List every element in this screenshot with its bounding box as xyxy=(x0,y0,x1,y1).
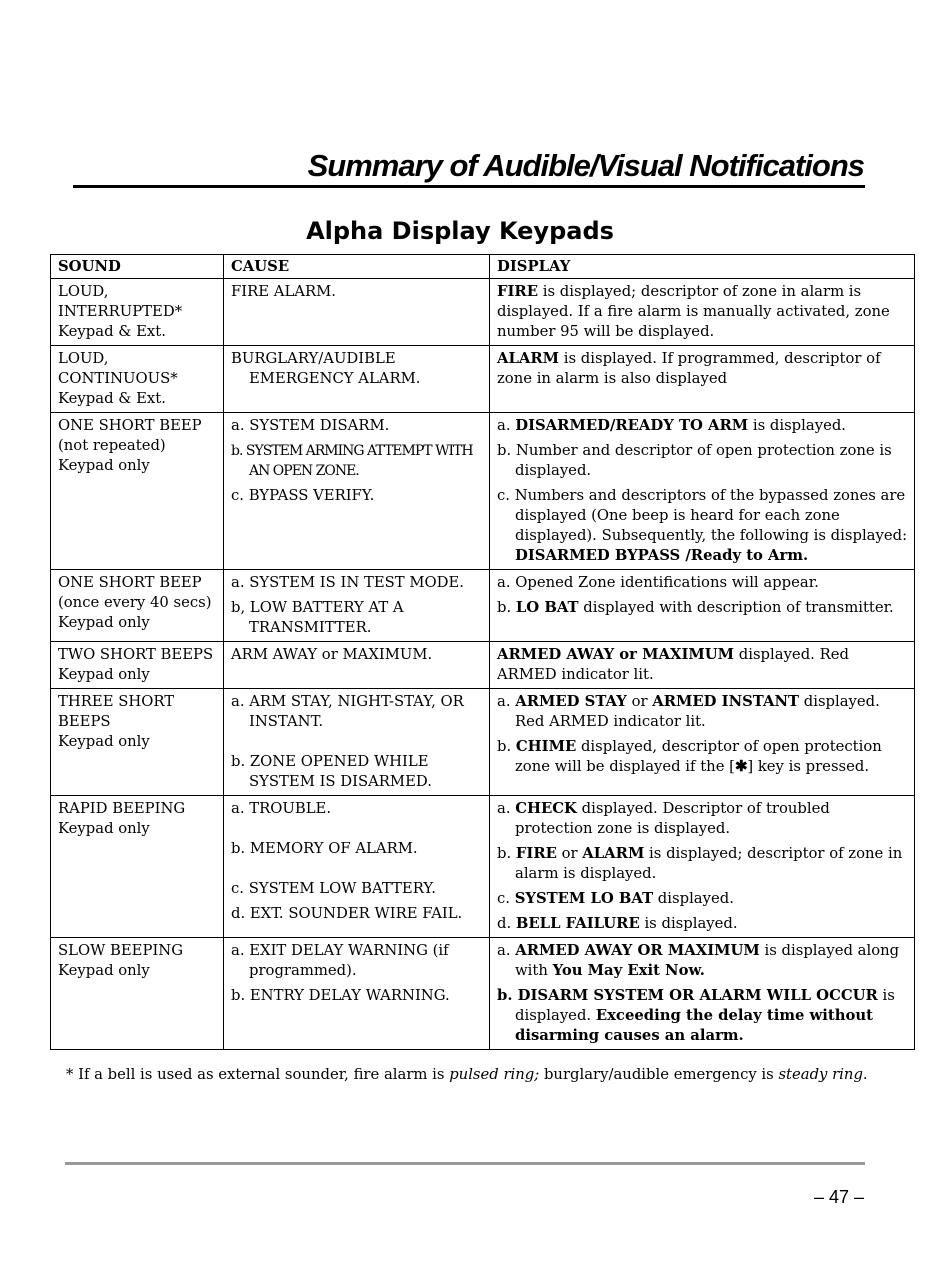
sound-line: LOUD, xyxy=(58,350,109,367)
sound-line: Keypad only xyxy=(58,733,150,750)
display-cell xyxy=(490,279,915,346)
cause-item: c. SYSTEM LOW BATTERY. xyxy=(231,880,436,897)
sound-cell xyxy=(51,346,224,413)
sound-line: (not repeated) xyxy=(58,437,166,454)
notifications-table xyxy=(50,254,915,1050)
sound-line: (once every 40 secs) xyxy=(58,594,212,611)
sound-cell xyxy=(51,413,224,570)
cause-item: b. ZONE OPENED WHILE SYSTEM IS DISARMED. xyxy=(231,753,432,790)
display-item: c. SYSTEM LO BAT displayed. xyxy=(497,890,734,907)
sound-line: Keypad & Ext. xyxy=(58,323,166,340)
sound-line: INTERRUPTED* xyxy=(58,303,183,320)
table-header-row xyxy=(51,255,915,279)
cause-cell xyxy=(224,570,490,642)
sound-line: CONTINUOUS* xyxy=(58,370,178,387)
display-item: a. ARMED AWAY OR MAXIMUM is displayed along with You May Exit Now. xyxy=(497,942,900,979)
display-cell xyxy=(490,346,915,413)
sound-cell xyxy=(51,938,224,1050)
column-header-sound: SOUND xyxy=(51,255,224,279)
column-header-display: DISPLAY xyxy=(490,255,915,279)
footer-rule xyxy=(65,1162,865,1165)
display-item: b. LO BAT displayed with description of transmitter. xyxy=(497,599,894,616)
table-body xyxy=(51,279,915,1050)
display-item: a. DISARMED/READY TO ARM is displayed. xyxy=(497,417,847,434)
display-item: a. Opened Zone identifications will appear. xyxy=(497,574,819,591)
table-row xyxy=(51,689,915,796)
cause-item: d. EXT. SOUNDER WIRE FAIL. xyxy=(231,905,463,922)
cause-cell xyxy=(224,796,490,938)
cause-item: c. BYPASS VERIFY. xyxy=(231,487,375,504)
sound-cell xyxy=(51,570,224,642)
table-row xyxy=(51,796,915,938)
sound-line: THREE SHORT xyxy=(58,693,175,710)
display-item: c. Numbers and descriptors of the bypassed zones are displayed (One beep is heard for each zone displayed). Subsequently, the following is displayed: DISARMED BYPASS /Ready to Arm. xyxy=(497,487,908,564)
display-item: b. DISARM SYSTEM OR ALARM WILL OCCUR is displayed. Exceeding the delay time without disarming causes an alarm. xyxy=(497,987,895,1044)
sound-line: ONE SHORT BEEP xyxy=(58,574,202,591)
cause-item: a. ARM STAY, NIGHT-STAY, OR INSTANT. xyxy=(231,693,464,730)
sound-line: SLOW BEEPING xyxy=(58,942,184,959)
cause-item: a. EXIT DELAY WARNING (if programmed). xyxy=(231,942,449,979)
sound-line: RAPID BEEPING xyxy=(58,800,186,817)
display-cell xyxy=(490,938,915,1050)
sound-line: Keypad only xyxy=(58,457,150,474)
cause-cell xyxy=(224,938,490,1050)
table-row xyxy=(51,938,915,1050)
display-item: ALARM is displayed. If programmed, descriptor of zone in alarm is also displayed xyxy=(497,350,881,387)
table-row xyxy=(51,642,915,689)
cause-item: b, LOW BATTERY AT A TRANSMITTER. xyxy=(231,599,404,636)
display-item: a. CHECK displayed. Descriptor of troubled protection zone is displayed. xyxy=(497,800,830,837)
cause-cell xyxy=(224,346,490,413)
sound-line: ONE SHORT BEEP xyxy=(58,417,202,434)
display-cell xyxy=(490,413,915,570)
sound-cell xyxy=(51,642,224,689)
display-cell xyxy=(490,689,915,796)
sound-line: TWO SHORT BEEPS xyxy=(58,646,214,663)
table-row xyxy=(51,413,915,570)
cause-item: ARM AWAY or MAXIMUM. xyxy=(231,646,433,663)
cause-item: b. MEMORY OF ALARM. xyxy=(231,840,418,857)
display-item: b. Number and descriptor of open protection zone is displayed. xyxy=(497,442,892,479)
cause-cell xyxy=(224,413,490,570)
sound-cell xyxy=(51,279,224,346)
display-cell xyxy=(490,570,915,642)
cause-item: FIRE ALARM. xyxy=(231,283,336,300)
display-item: FIRE is displayed; descriptor of zone in alarm is displayed. If a fire alarm is manually activated, zone number 95 will be displayed. xyxy=(497,283,890,340)
header-rule xyxy=(73,185,865,188)
sound-line: Keypad only xyxy=(58,820,150,837)
sound-line: Keypad & Ext. xyxy=(58,390,166,407)
sound-line: Keypad only xyxy=(58,666,150,683)
display-item: ARMED AWAY or MAXIMUM displayed. Red ARMED indicator lit. xyxy=(497,646,849,683)
cause-cell xyxy=(224,689,490,796)
table-row xyxy=(51,279,915,346)
sound-line: Keypad only xyxy=(58,962,150,979)
cause-cell xyxy=(224,642,490,689)
section-title: Alpha Display Keypads xyxy=(306,217,614,245)
sound-line: Keypad only xyxy=(58,614,150,631)
display-item: b. CHIME displayed, descriptor of open protection zone will be displayed if the [✱] key is pressed. xyxy=(497,738,882,775)
column-header-cause: CAUSE xyxy=(224,255,490,279)
sound-line: LOUD, xyxy=(58,283,109,300)
cause-item: a. SYSTEM IS IN TEST MODE. xyxy=(231,574,465,591)
footnote: * If a bell is used as external sounder, fire alarm is pulsed ring; burglary/audible emergency is steady ring. xyxy=(66,1066,868,1083)
page-header-title: Summary of Audible/Visual Notifications xyxy=(307,148,864,183)
page-number: – 47 – xyxy=(813,1187,864,1207)
cause-cell xyxy=(224,279,490,346)
cause-item: a. SYSTEM DISARM. xyxy=(231,417,390,434)
display-item: a. ARMED STAY or ARMED INSTANT displayed. Red ARMED indicator lit. xyxy=(497,693,880,730)
table-row xyxy=(51,346,915,413)
cause-item: BURGLARY/AUDIBLE EMERGENCY ALARM. xyxy=(231,350,421,387)
display-cell xyxy=(490,796,915,938)
cause-item: b. ENTRY DELAY WARNING. xyxy=(231,987,450,1004)
display-item: b. FIRE or ALARM is displayed; descriptor of zone in alarm is displayed. xyxy=(497,845,903,882)
display-cell xyxy=(490,642,915,689)
sound-cell xyxy=(51,689,224,796)
cause-item: a. TROUBLE. xyxy=(231,800,332,817)
sound-line: BEEPS xyxy=(58,713,111,730)
cause-item: b. SYSTEM ARMING ATTEMPT WITH AN OPEN ZONE. xyxy=(231,443,473,479)
display-item: d. BELL FAILURE is displayed. xyxy=(497,915,738,932)
sound-cell xyxy=(51,796,224,938)
table-row xyxy=(51,570,915,642)
